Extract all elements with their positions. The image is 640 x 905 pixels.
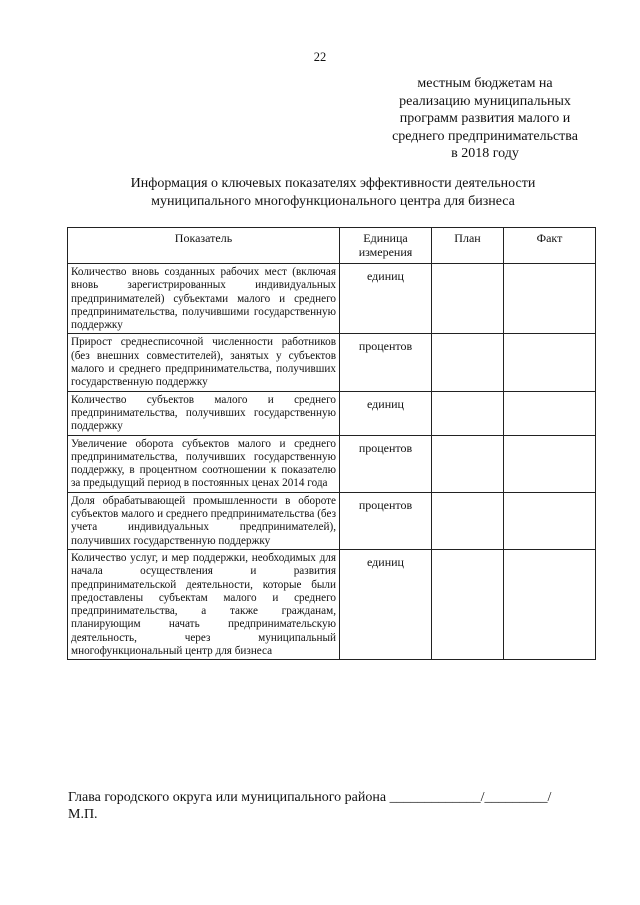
unit-cell: единиц [340,264,432,334]
table-header-row [68,228,596,264]
indicator-cell: Количество вновь созданных рабочих мест (включая вновь зарегистрированных индивидуальных предпринимателей) субъектами малого и среднего предпринимательства, получившими государственную поддержку [68,264,340,334]
header-note [372,75,598,163]
fact-cell [504,435,596,492]
plan-cell [432,492,504,549]
table-row [68,492,596,549]
unit-cell: единиц [340,391,432,435]
plan-cell [432,435,504,492]
stamp-label: М.П. [68,807,98,822]
header-note-line: местным бюджетам на [417,76,553,91]
unit-cell: процентов [340,334,432,391]
table-row [68,435,596,492]
header-plan: План [432,228,504,264]
table-row [68,264,596,334]
unit-cell: процентов [340,492,432,549]
plan-cell [432,334,504,391]
header-note-line: реализацию муниципальных [399,93,571,109]
plan-cell [432,549,504,659]
header-note-line: программ развития малого и [399,111,571,126]
title-line: Информация о ключевых показателях эффективности деятельности [130,176,536,191]
indicator-cell: Количество услуг, и мер поддержки, необходимых для начала осуществления и развития предпринимательской деятельности, которые были предоставлены субъектам малого и среднего предпринимательства, а также гражданам, планирующим начать предпринимательскую деятельность, через муниципальный многофункциональный центр для бизнеса [68,549,340,659]
plan-cell [432,264,504,334]
fact-cell [504,264,596,334]
fact-cell [504,391,596,435]
header-indicator: Показатель [68,228,340,264]
header-fact: Факт [504,228,596,264]
document-title [60,175,606,211]
fact-cell [504,549,596,659]
indicator-cell: Увеличение оборота субъектов малого и среднего предпринимательства, получивших государственную поддержку, в процентном соотношении к показателю за предыдущий период в постоянных ценах 2014 года [68,435,340,492]
fact-cell [504,334,596,391]
unit-cell: процентов [340,435,432,492]
unit-cell: единиц [340,549,432,659]
indicator-cell: Количество субъектов малого и среднего предпринимательства, получивших государственную поддержку [68,391,340,435]
header-note-line: среднего предпринимательства [392,128,578,144]
indicator-cell: Прирост среднесписочной численности работников (без внешних совместителей), занятых у субъектов малого и среднего предпринимательства, получивших государственную поддержку [68,334,340,391]
table-row [68,549,596,659]
indicators-table [67,227,596,660]
signature-line: Глава городского округа или муниципального района _____________/_________/ [68,790,552,805]
table-row [68,334,596,391]
fact-cell [504,492,596,549]
page-number: 22 [313,50,327,64]
indicator-cell: Доля обрабатывающей промышленности в обороте субъектов малого и среднего предпринимательства (без учета индивидуальных предпринимателей), получивших государственную поддержку [68,492,340,549]
header-unit: Единица измерения [340,228,432,264]
plan-cell [432,391,504,435]
table-row [68,391,596,435]
title-line: муниципального многофункционального центра для бизнеса [151,194,515,209]
header-note-line: в 2018 году [451,146,519,161]
